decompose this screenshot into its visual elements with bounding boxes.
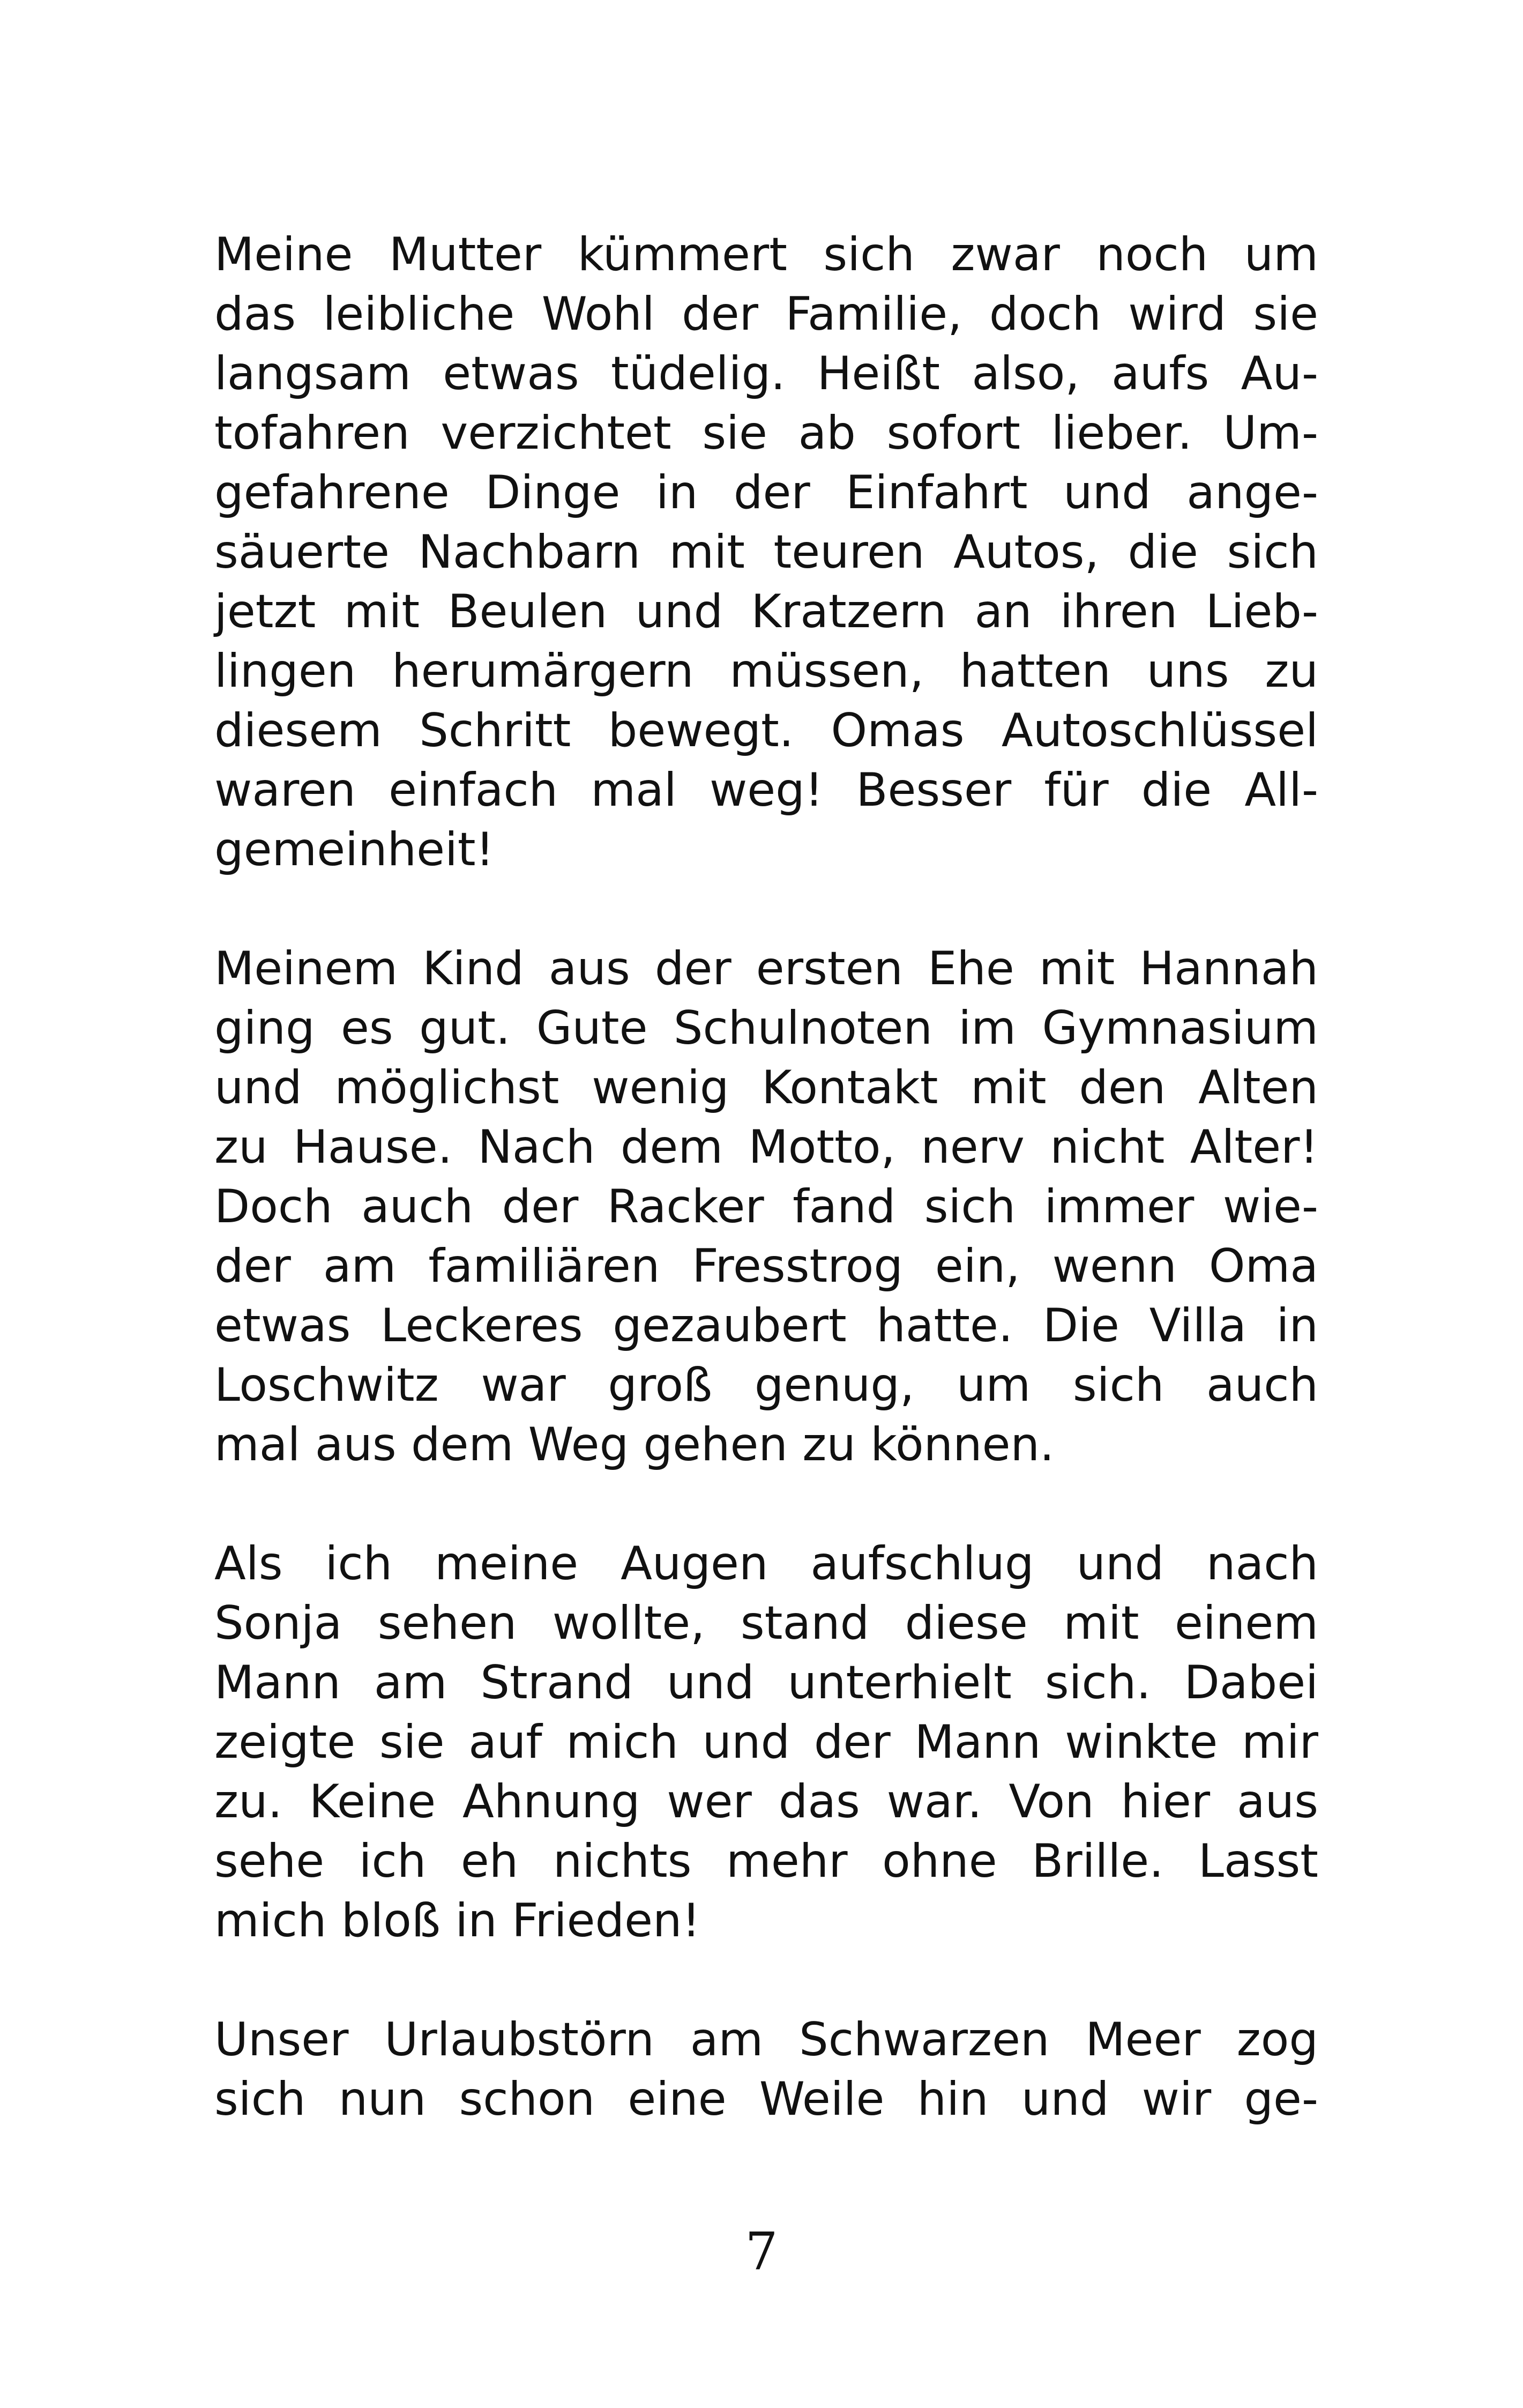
text-line: sich nun schon eine Weile hin und wir ge-	[214, 2072, 1318, 2126]
text-line: säuerte Nachbarn mit teuren Autos, die sich	[214, 525, 1318, 579]
text-line: langsam etwas tüdelig. Heißt also, aufs Au-	[214, 347, 1318, 400]
text-line: sehe ich eh nichts mehr ohne Brille. Lasst	[214, 1834, 1318, 1888]
text-line: der am familiären Fresstrog ein, wenn Oma	[214, 1239, 1318, 1293]
text-line: jetzt mit Beulen und Kratzern an ihren Lieb-	[214, 585, 1318, 638]
text-line: Als ich meine Augen aufschlug und nach	[214, 1537, 1318, 1591]
text-line: diesem Schritt bewegt. Omas Autoschlüssel	[214, 704, 1318, 757]
text-line: lingen herumärgern müssen, hatten uns zu	[214, 644, 1318, 698]
text-line: Doch auch der Racker fand sich immer wie-	[214, 1180, 1318, 1233]
text-line: gefahrene Dinge in der Einfahrt und ange-	[214, 466, 1318, 519]
page-number: 7	[745, 2221, 778, 2281]
text-line: mal aus dem Weg gehen zu können.	[214, 1418, 1055, 1471]
text-line: Loschwitz war groß genug, um sich auch	[214, 1358, 1318, 1412]
text-line: zeigte sie auf mich und der Mann winkte mir	[214, 1715, 1318, 1769]
paragraph	[214, 1534, 1318, 1951]
paragraph	[214, 939, 1318, 1475]
paragraph	[214, 225, 1318, 880]
text-line: Meine Mutter kümmert sich zwar noch um	[214, 228, 1318, 281]
text-line: zu Hause. Nach dem Motto, nerv nicht Alter!	[214, 1120, 1318, 1174]
text-line: das leibliche Wohl der Familie, doch wird sie	[214, 287, 1318, 341]
paragraph	[214, 2010, 1318, 2129]
text-line: Unser Urlaubstörn am Schwarzen Meer zog	[214, 2013, 1318, 2067]
text-line: Sonja sehen wollte, stand diese mit einem	[214, 1596, 1318, 1650]
text-line: gemeinheit!	[214, 823, 495, 876]
text-line: Mann am Strand und unterhielt sich. Dabei	[214, 1656, 1318, 1710]
text-line: und möglichst wenig Kontakt mit den Alten	[214, 1061, 1318, 1114]
text-line: waren einfach mal weg! Besser für die All-	[214, 763, 1318, 817]
text-line: ging es gut. Gute Schulnoten im Gymnasium	[214, 1001, 1318, 1055]
text-line: tofahren verzichtet sie ab sofort lieber. Um-	[214, 406, 1318, 460]
text-line: Meinem Kind aus der ersten Ehe mit Hannah	[214, 942, 1318, 995]
text-line: etwas Leckeres gezaubert hatte. Die Villa in	[214, 1299, 1318, 1352]
text-line: zu. Keine Ahnung wer das war. Von hier aus	[214, 1775, 1318, 1829]
text-line: mich bloß in Frieden!	[214, 1894, 700, 1948]
body-text	[214, 225, 1318, 2189]
